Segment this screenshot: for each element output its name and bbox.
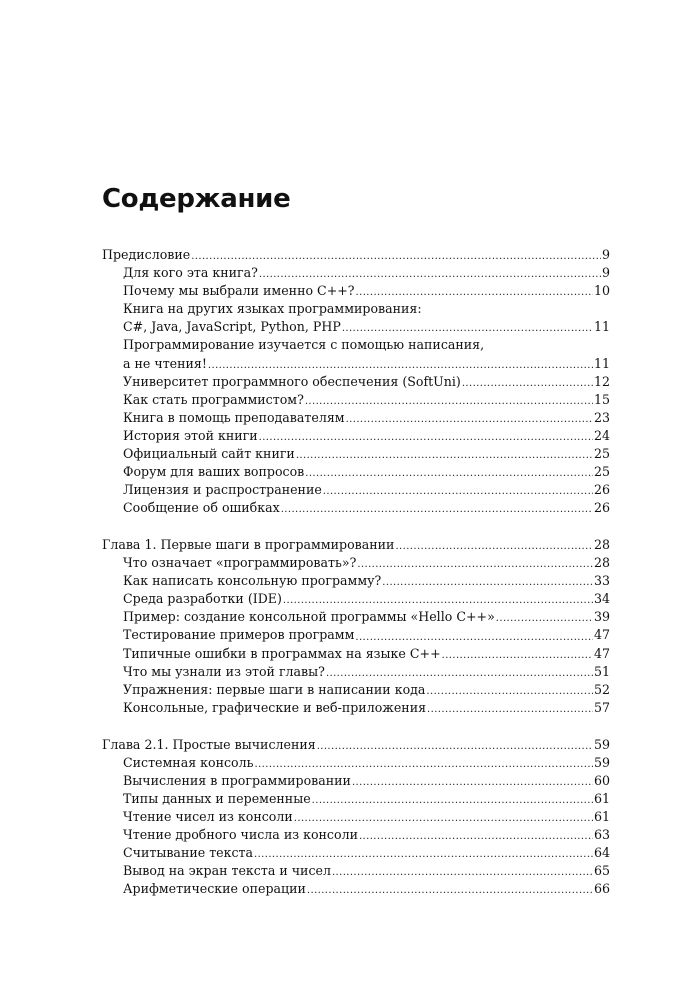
toc-section-entry[interactable]: [102, 463, 610, 481]
dot-leader: [305, 463, 593, 481]
toc-section-entry[interactable]: [102, 572, 610, 590]
toc-entry-title: Консольные, графические и веб-приложения: [123, 699, 427, 715]
toc-entry-page-number: 12: [593, 373, 610, 389]
dot-leader: [357, 554, 593, 572]
dot-leader: [296, 445, 593, 463]
toc-entry-page-number: 39: [593, 609, 610, 625]
toc-entry-page-number: 9: [601, 265, 610, 281]
dot-leader: [208, 355, 593, 373]
toc-section-gap: [102, 717, 610, 736]
toc-section-entry[interactable]: [102, 481, 610, 499]
toc-entry-page-number: 11: [593, 355, 610, 371]
dot-leader: [305, 391, 593, 409]
toc-section-entry[interactable]: [102, 409, 610, 427]
toc-entry-page-number: 47: [593, 627, 610, 643]
toc-entry-title: Чтение дробного числа из консоли: [123, 827, 358, 842]
toc-section-entry[interactable]: [102, 681, 610, 699]
toc-entry-page-number: 15: [593, 391, 610, 407]
dot-leader: [346, 409, 593, 427]
toc-section-entry[interactable]: [102, 663, 610, 681]
dot-leader: [356, 282, 593, 300]
toc-entry-title-line1: Программирование изучается с помощью написания,: [123, 337, 485, 353]
toc-entry-title: Типы данных и переменные: [123, 790, 311, 806]
toc-entry-page-number: 65: [593, 863, 610, 879]
toc-section-entry[interactable]: [102, 373, 610, 391]
toc-section-entry[interactable]: [102, 754, 610, 772]
dot-leader: [427, 699, 593, 717]
toc-entry-title: Как стать программистом?: [123, 391, 304, 407]
toc-section-entry[interactable]: [102, 391, 610, 409]
toc-section-entry[interactable]: [102, 499, 610, 517]
dot-leader: [395, 536, 593, 554]
toc-entry-title: Университет программного обеспечения (SoftUni): [123, 373, 461, 389]
toc-entry-page-number: 51: [593, 663, 610, 679]
dot-leader: [342, 318, 593, 336]
toc-section-entry[interactable]: [102, 355, 610, 373]
dot-leader: [382, 572, 593, 590]
toc-entry-page-number: 63: [593, 827, 610, 842]
toc-entry-page-number: 10: [593, 283, 610, 299]
toc-entry-title: Официальный сайт книги: [123, 446, 295, 462]
toc-entry-title: Вывод на экран текста и чисел: [123, 863, 331, 879]
dot-leader: [317, 736, 593, 754]
toc-entry-page-number: 11: [593, 319, 610, 335]
toc-entry-page-number: 26: [593, 500, 610, 516]
toc-entry-page-number: 64: [593, 845, 610, 861]
toc-entry-title: Арифметические операции: [123, 881, 306, 897]
toc-section-entry[interactable]: [102, 282, 610, 300]
toc-section-entry[interactable]: [102, 445, 610, 463]
toc-entry-title: Сообщение об ошибках: [123, 500, 280, 516]
toc-entry-title: Пример: создание консольной программы «Hello C++»: [123, 609, 495, 625]
toc-entry-page-number: 23: [593, 409, 610, 425]
toc-entry-title: Глава 2.1. Простые вычисления: [102, 736, 316, 752]
toc-section-entry[interactable]: [102, 826, 610, 844]
toc-entry-title: Форум для ваших вопросов: [123, 464, 305, 480]
toc-entry-page-number: 61: [593, 808, 610, 824]
dot-leader: [442, 645, 593, 663]
toc-section-entry[interactable]: [102, 590, 610, 608]
toc-entry-title: Чтение чисел из консоли: [123, 808, 293, 824]
dot-leader: [352, 772, 593, 790]
toc-entry-page-number: 59: [593, 736, 610, 752]
dot-leader: [332, 862, 593, 880]
toc-entry-title: Для кого эта книга?: [123, 265, 258, 281]
toc-entry-title: а не чтения!: [123, 355, 207, 371]
dot-leader: [281, 499, 593, 517]
toc-section-entry[interactable]: [102, 645, 610, 663]
toc-entry-page-number: 59: [593, 754, 610, 770]
dot-leader: [283, 590, 593, 608]
dot-leader: [323, 481, 593, 499]
toc-entry-title: Считывание текста: [123, 845, 254, 861]
toc-chapter-entry[interactable]: [102, 536, 610, 554]
toc-entry-page-number: 60: [593, 772, 610, 788]
toc-entry-page-number: 57: [593, 699, 610, 715]
toc-entry-title: Системная консоль: [123, 754, 254, 770]
toc-section-entry[interactable]: [102, 626, 610, 644]
dot-leader: [191, 246, 601, 264]
dot-leader: [426, 681, 593, 699]
toc-section-entry[interactable]: [102, 554, 610, 572]
toc-section-entry[interactable]: [102, 264, 610, 282]
toc-chapter-entry[interactable]: [102, 246, 610, 264]
toc-entry-title: Почему мы выбрали именно C++?: [123, 283, 355, 299]
toc-entry-page-number: 9: [601, 247, 610, 262]
toc-section-entry[interactable]: [102, 608, 610, 626]
toc-entry-page-number: 28: [593, 537, 610, 552]
dot-leader: [326, 663, 593, 681]
toc-entry-title: Тестирование примеров программ: [123, 627, 355, 643]
toc-entry-title: Типичные ошибки в программах на языке C++: [123, 645, 441, 661]
dot-leader: [259, 264, 601, 282]
toc-entry-page-number: 25: [593, 446, 610, 462]
dot-leader: [312, 790, 593, 808]
dot-leader: [462, 373, 593, 391]
toc-entry-page-number: 28: [593, 555, 610, 571]
page-title: Содержание: [102, 184, 291, 214]
dot-leader: [259, 427, 593, 445]
toc-entry-title: Глава 1. Первые шаги в программировании: [102, 537, 395, 552]
toc-entry-title: Как написать консольную программу?: [123, 573, 382, 589]
toc-section-gap: [102, 517, 610, 536]
toc-entry-page-number: 34: [593, 591, 610, 607]
toc-entry-title: Книга в помощь преподавателям: [123, 409, 345, 425]
toc-entry-page-number: 25: [593, 464, 610, 480]
toc-entry-title-line1: Книга на других языках программирования:: [123, 301, 422, 317]
dot-leader: [294, 808, 593, 826]
toc-entry-page-number: 24: [593, 427, 610, 443]
toc-section-entry[interactable]: [102, 808, 610, 826]
dot-leader: [359, 826, 593, 844]
dot-leader: [254, 844, 593, 862]
dot-leader: [496, 608, 593, 626]
dot-leader: [355, 626, 593, 644]
dot-leader: [255, 754, 593, 772]
toc-section-entry[interactable]: [102, 772, 610, 790]
toc-section-entry[interactable]: [102, 790, 610, 808]
toc-entry-title: C#, Java, JavaScript, Python, PHP: [123, 319, 341, 335]
toc-section-entry[interactable]: [102, 880, 610, 898]
toc-entry-title: Лицензия и распространение: [123, 482, 322, 498]
toc-entry-title: Предисловие: [102, 247, 191, 262]
toc-entry-title: Что означает «программировать»?: [123, 555, 357, 571]
toc-entry-title: История этой книги: [123, 427, 258, 443]
toc-section-entry[interactable]: [102, 427, 610, 445]
toc-entry-page-number: 33: [593, 573, 610, 589]
toc-section-entry[interactable]: [102, 699, 610, 717]
toc-entry-title: Что мы узнали из этой главы?: [123, 663, 325, 679]
toc-entry-page-number: 66: [593, 881, 610, 897]
dot-leader: [307, 880, 593, 898]
toc-section-entry[interactable]: [102, 862, 610, 880]
toc-entry-title: Упражнения: первые шаги в написании кода: [123, 681, 426, 697]
toc-entry-title: Вычисления в программировании: [123, 772, 351, 788]
toc-chapter-entry[interactable]: [102, 736, 610, 754]
toc-entry-page-number: 52: [593, 681, 610, 697]
toc-entry-page-number: 61: [593, 790, 610, 806]
toc-section-entry[interactable]: [102, 844, 610, 862]
table-of-contents: [102, 246, 610, 898]
toc-entry-title: Среда разработки (IDE): [123, 591, 282, 607]
toc-entry-page-number: 47: [593, 645, 610, 661]
toc-section-entry[interactable]: [102, 318, 610, 336]
toc-entry-page-number: 26: [593, 482, 610, 498]
